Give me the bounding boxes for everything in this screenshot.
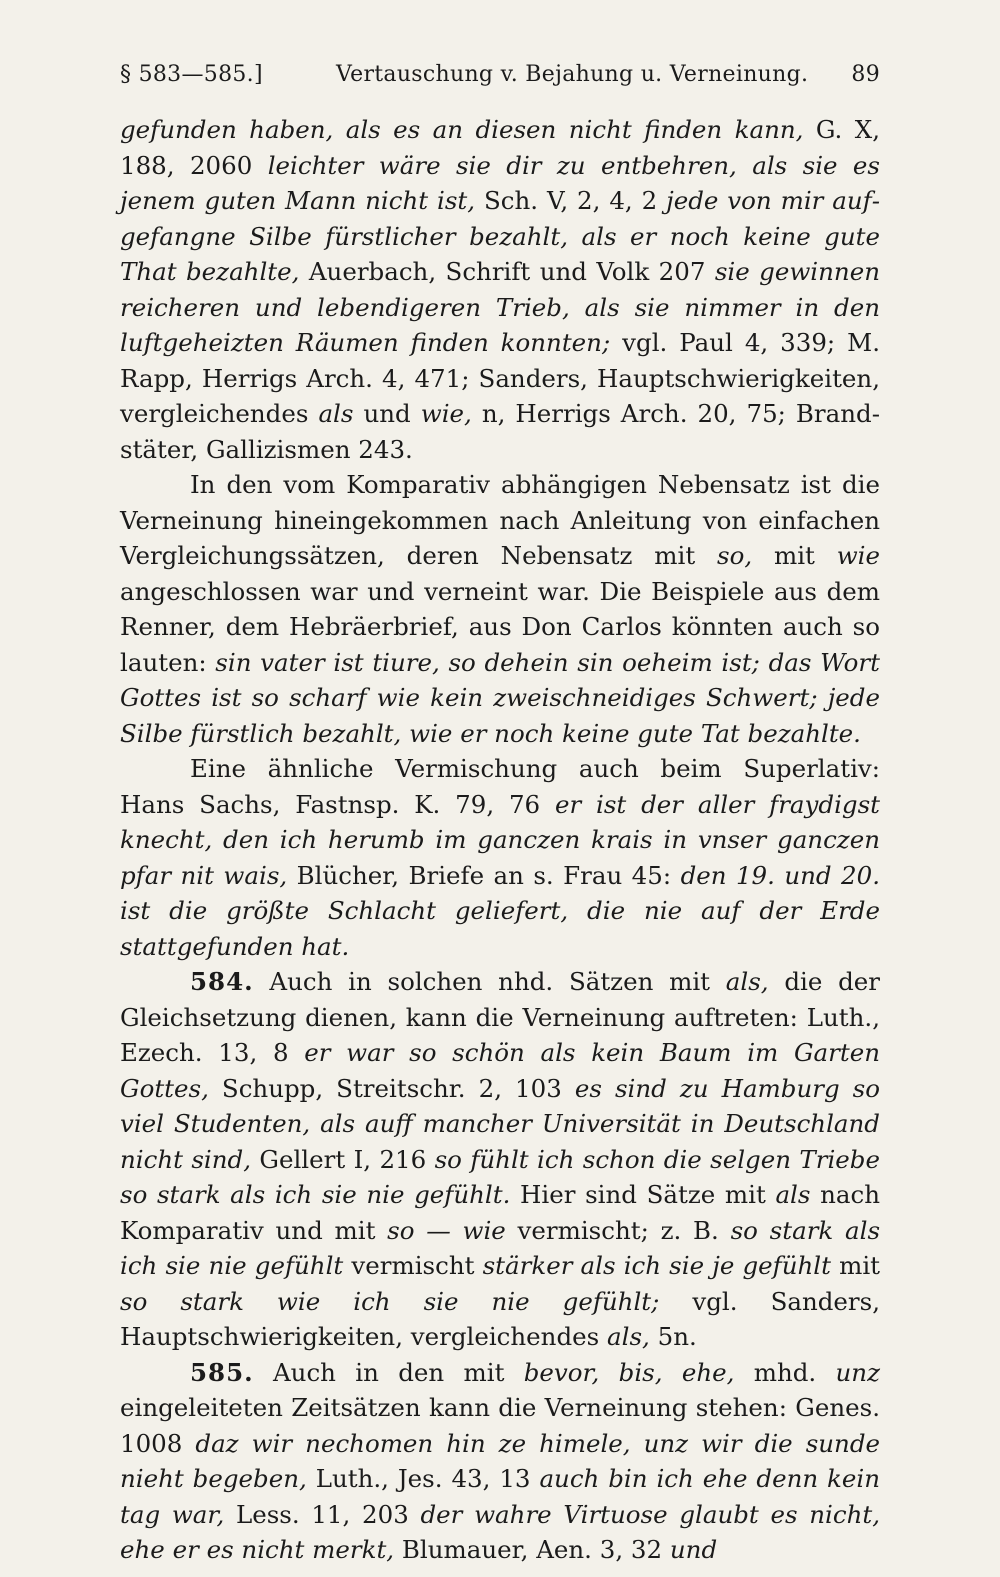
text-run: Blumauer, Aen. 3, 32	[394, 1535, 670, 1564]
italic-quote: auch bin ich ehe denn kein tag war,	[120, 1464, 881, 1529]
italic-quote: er war so schön als kein Baum im Garten Gottes,	[120, 1038, 880, 1103]
text-run: Hier sind Sätze mit	[510, 1180, 776, 1209]
text-run: Less. 11, 203	[224, 1499, 421, 1529]
paragraph	[120, 112, 880, 467]
italic-quote: stärker als ich sie je gefühlt	[482, 1251, 831, 1280]
text-run: nach Komparativ und mit	[120, 1180, 880, 1245]
running-title: Vertauschung v. Bejahung u. Verneinung.	[335, 62, 809, 87]
book-page	[120, 60, 880, 1568]
paragraph	[120, 751, 880, 964]
italic-quote: bevor, bis, ehe,	[523, 1357, 735, 1387]
paragraph	[120, 467, 880, 751]
italic-quote: so fühlt ich schon die selgen Triebe so stark als ich sie nie gefühlt.	[120, 1144, 880, 1209]
running-head	[120, 60, 880, 90]
italic-quote: so,	[717, 541, 753, 570]
text-run: n, Herrigs Arch. 20, 75; Brandstäter, Gallizismen 243.	[120, 399, 880, 464]
section-number: 584.	[190, 967, 254, 996]
text-run: Auerbach, Schrift und Volk 207	[299, 257, 715, 286]
page-number: 89	[851, 62, 880, 87]
text-run: mit	[830, 1251, 881, 1280]
text-run: vgl. Paul 4, 339; M. Rapp, Herrigs Arch. 4, 471; Sanders, Hauptschwierigkeiten, vergleichendes	[120, 328, 880, 428]
italic-quote: und	[669, 1535, 718, 1564]
italic-quote: sie gewinnen reicheren und lebendigeren Trieb, als sie nimmer in den luftgeheizten Räumen finden konnten;	[120, 257, 880, 357]
text-run: In den vom Komparativ abhängigen Nebensatz ist die Verneinung hineingekommen nach Anleitung von einfachen Vergleichungssätzen, deren Nebensatz mit	[120, 470, 880, 570]
italic-quote: es sind zu Hamburg so viel Studenten, als auff mancher Universität in Deutschland nicht sind,	[120, 1073, 880, 1174]
text-run: vermischt	[343, 1251, 483, 1280]
section-range: § 583—585.]	[120, 62, 263, 87]
text-run: Schupp, Streitschr. 2, 103	[208, 1073, 575, 1103]
italic-quote: so stark wie ich sie nie gefühlt;	[120, 1286, 660, 1316]
italic-quote: sin vater ist tiure, so dehein sin oeheim ist; das Wort Gottes ist so scharf wie kein zweischneidiges Schwert; jede Silbe fürstlich bezahlt, wie er noch keine gute Tat bezahlte.	[120, 647, 880, 748]
text-run: 5n.	[649, 1322, 697, 1351]
text-run: Blücher, Briefe an s. Frau 45:	[287, 860, 681, 890]
text-run: vgl. Sanders, Hauptschwierigkeiten, vergleichendes	[120, 1286, 880, 1351]
italic-quote: wie,	[420, 399, 472, 428]
italic-quote: den 19. und 20. ist die größte Schlacht geliefert, die nie auf der Erde stattgefunden hat.	[120, 860, 880, 961]
text-run: Sch. V, 2, 4, 2	[475, 186, 667, 215]
italic-quote: der wahre Virtuose glaubt es nicht, ehe er es nicht merkt,	[120, 1499, 880, 1564]
text-run: die der Gleichsetzung dienen, kann die Verneinung auftreten: Luth., Ezech. 13, 8	[120, 967, 880, 1067]
text-run: Auch in solchen nhd. Sätzen mit	[253, 967, 726, 996]
text-run: Gellert I, 216	[251, 1144, 435, 1174]
italic-quote: jede von mir aufgefangne Silbe fürstlicher bezahlt, als er noch keine gute That bezahlte,	[120, 186, 881, 286]
text-run: Luth., Jes. 43, 13	[306, 1464, 540, 1493]
italic-quote: als,	[725, 967, 769, 996]
paragraph	[120, 964, 880, 1355]
italic-quote: er ist der aller fraydigst knecht, den ich herumb im ganczen krais in vnser ganczen pfar nit wais,	[120, 789, 881, 890]
text-run: Auch in den mit	[253, 1357, 524, 1387]
italic-quote: leichter wäre sie dir zu entbehren, als sie es jenem guten Mann nicht ist,	[120, 150, 880, 215]
italic-quote: gefunden haben, als es an diesen nicht finden kann,	[120, 115, 804, 144]
italic-quote: so — wie	[387, 1215, 506, 1245]
text-run: G. X, 188, 2060	[120, 115, 880, 180]
text-run: und	[353, 399, 421, 428]
italic-quote: unz	[835, 1357, 880, 1387]
text-run: mhd.	[734, 1357, 836, 1387]
paragraph	[120, 1355, 880, 1568]
italic-quote: als	[318, 399, 354, 428]
section-number: 585.	[190, 1357, 254, 1387]
text-run: mit	[752, 541, 837, 570]
text-run: Eine ähnliche Vermischung auch beim Superlativ: Hans Sachs, Fastnsp. K. 79, 76	[120, 754, 880, 819]
italic-quote: wie	[836, 541, 880, 570]
italic-quote: so stark als ich sie nie gefühlt	[120, 1215, 881, 1280]
text-run: angeschlossen war und verneint war. Die Beispiele aus dem Renner, dem Hebräerbrief, aus Don Carlos könnten auch so lauten:	[120, 576, 880, 677]
text-run: eingeleiteten Zeitsätzen kann die Verneinung stehen: Genes. 1008	[120, 1393, 880, 1458]
italic-quote: daz wir nechomen hin ze himele, unz wir die sunde nieht begeben,	[120, 1428, 881, 1493]
body-text	[120, 112, 880, 1568]
italic-quote: als	[775, 1180, 811, 1209]
text-run: vermischt; z. B.	[505, 1215, 731, 1245]
italic-quote: als,	[607, 1322, 650, 1351]
